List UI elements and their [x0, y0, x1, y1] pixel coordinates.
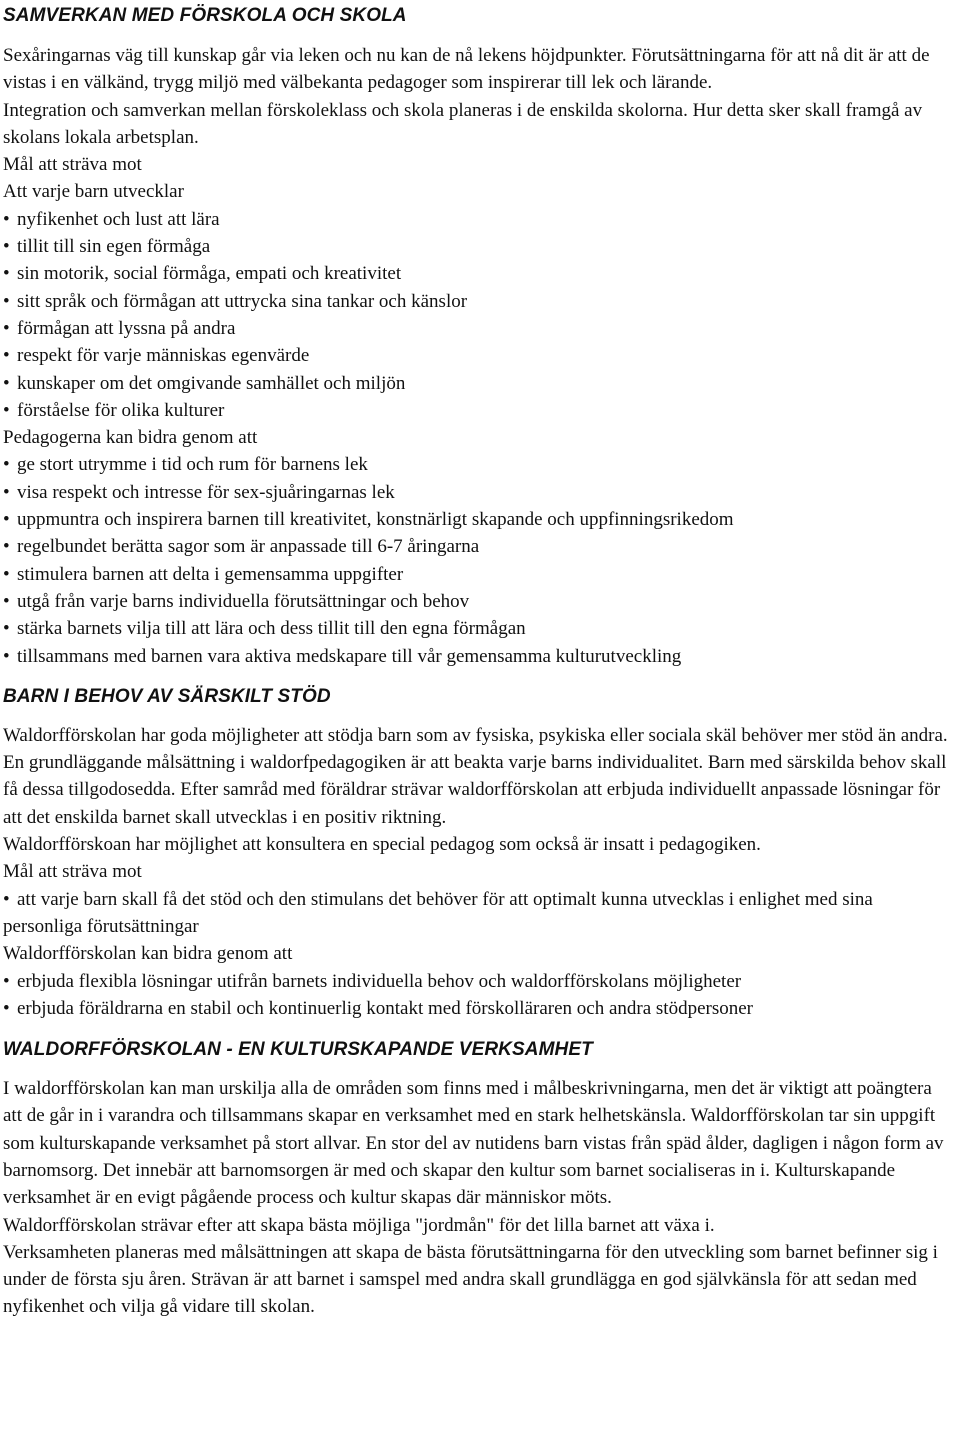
list-item: • ge stort utrymme i tid och rum för barnens lek — [3, 451, 955, 478]
list-item: • stimulera barnen att delta i gemensamma uppgifter — [3, 561, 955, 588]
contrib-intro: Waldorfförskolan kan bidra genom att — [3, 943, 293, 965]
list-item: • förståelse för olika kulturer — [3, 397, 955, 424]
list-item: • tillit till sin egen förmåga — [3, 233, 955, 260]
list-item: • respekt för varje människas egenvärde — [3, 342, 955, 369]
paragraph: Verksamheten planeras med målsättningen att skapa de bästa förutsättningarna för den utveckling som barnet befinner sig i under de första sju åren. Strävan är att barnet i samspel med andra skall grundlägga en god självkänsla för att sedan med nyfikenhet och vilja gå vidare till skolan. — [3, 1241, 938, 1318]
section-body-kulturskapande — [3, 1075, 955, 1321]
section-heading-samverkan: SAMVERKAN MED FÖRSKOLA OCH SKOLA — [3, 5, 407, 26]
goals-heading: Mål att sträva mot — [3, 861, 142, 883]
list-item: • uppmuntra och inspirera barnen till kreativitet, konstnärligt skapande och uppfinningsrikedom — [3, 506, 955, 533]
list-item: • sitt språk och förmågan att uttrycka sina tankar och känslor — [3, 288, 955, 315]
section-heading-kulturskapande: WALDORFFÖRSKOLAN - EN KULTURSKAPANDE VERKSAMHET — [3, 1039, 593, 1061]
list-item: • erbjuda föräldrarna en stabil och kontinuerlig kontakt med förskollärаren och andra stödpersoner — [3, 995, 955, 1022]
document-page — [3, 0, 955, 1321]
list-item: • sin motorik, social förmåga, empati och kreativitet — [3, 260, 955, 287]
contrib-list — [3, 451, 955, 669]
goals-heading: Mål att sträva mot — [3, 154, 142, 176]
list-item: • tillsammans med barnen vara aktiva medskapare till vår gemensamma kulturutveckling — [3, 643, 955, 670]
paragraph: Integration och samverkan mellan förskoleklass och skola planeras i de enskilda skolorna. Hur detta sker skall framgå av skolans lokala arbetsplan. — [3, 99, 923, 148]
list-item: • utgå från varje barns individuella förutsättningar och behov — [3, 588, 955, 615]
paragraph: Sexåringarnas väg till kunskap går via leken och nu kan de nå lekens höjdpunkter. Förutsättningarna för att nå dit är att de vistas i en välkänd, trygg miljö med välbekanta pedagoger som inspirerar till lek och lärande. — [3, 45, 930, 94]
goals-intro: Att varje barn utvecklar — [3, 181, 184, 203]
section-heading-sarskilt-stod: BARN I BEHOV AV SÄRSKILT STÖD — [3, 685, 331, 707]
section-body-sarskilt-stod — [3, 722, 955, 1022]
list-item: • förmågan att lyssna på andra — [3, 315, 955, 342]
paragraph: I waldorfförskolan kan man urskilja alla de områden som finns med i målbeskrivningarna, men det är viktigt att poängtera att de går in i varandra och tillsammans skapar en verksamhet med en stark helhetskänsla. Waldorfförskolan tar sin uppgift som kulturskapande verksamhet på stort allvar. En stor del av nutidens barn vistas från späd ålder, dagligen i någon form av barnomsorg. Det innebär att barnomsorgen är med och skapar den kultur som barnet socialiseras in i. Kulturskapande verksamhet är en evigt pågående process och kultur skapas där människor möts. — [3, 1078, 944, 1209]
list-item: • nyfikenhet och lust att lära — [3, 206, 955, 233]
contrib-intro: Pedagogerna kan bidra genom att — [3, 427, 258, 449]
list-item: • stärka barnets vilja till att lära och dess tillit till den egna förmågan — [3, 615, 955, 642]
list-item: • visa respekt och intresse för sex-sjuåringarnas lek — [3, 479, 955, 506]
list-item: • regelbundet berätta sagor som är anpassade till 6-7 åringarna — [3, 533, 955, 560]
paragraph: Waldorfförskoan har möjlighet att konsultera en special pedagog som också är insatt i pedagogiken. — [3, 834, 761, 856]
goals-list — [3, 206, 955, 424]
paragraph: Waldorfförskolan strävar efter att skapa bästa möjliga "jordmån" för det lilla barnet att växa i. — [3, 1214, 715, 1236]
contrib-list — [3, 968, 955, 1023]
goals-list — [3, 886, 955, 941]
list-item: • att varje barn skall få det stöd och den stimulans det behöver för att optimalt kunna utvecklas i enlighet med sina personliga förutsättningar — [3, 886, 955, 941]
list-item: • erbjuda flexibla lösningar utifrån barnets individuella behov och waldorfförskolans möjligheter — [3, 968, 955, 995]
list-item: • kunskaper om det omgivande samhället och miljön — [3, 370, 955, 397]
section-body-samverkan — [3, 42, 955, 670]
paragraph: Waldorfförskolan har goda möjligheter att stödja barn som av fysiska, psykiska eller sociala skäl behöver mer stöd än andra. En grundläggande målsättning i waldorfpedagogiken är att beakta varje barns individualitet. Barn med särskilda behov skall få dessa tillgodosedda. Efter samråd med föräldrar strävar waldorfförskolan att erbjuda individuellt anpassade lösningar för att det enskilda barnet skall utvecklas i en positiv riktning. — [3, 724, 948, 828]
